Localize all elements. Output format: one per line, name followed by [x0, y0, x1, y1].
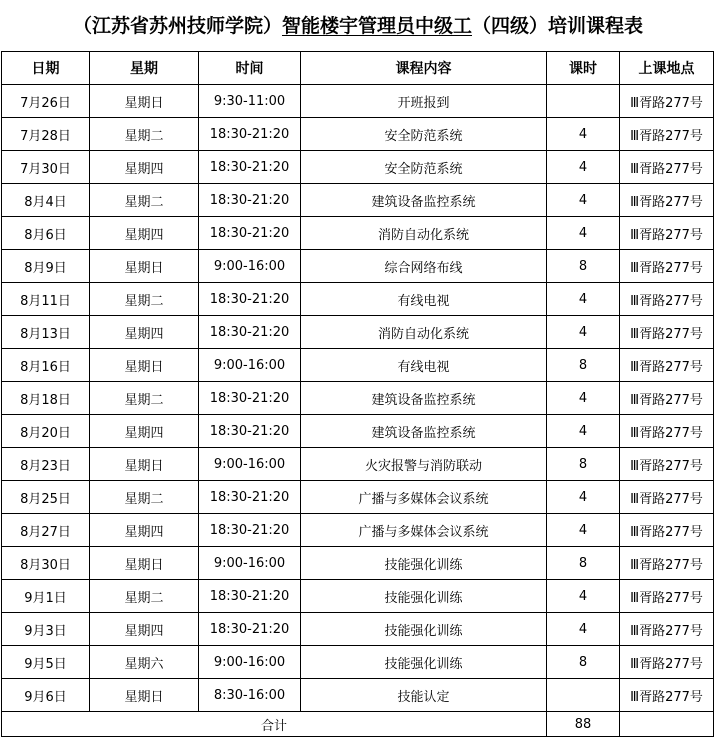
cell-hours: 4: [547, 613, 620, 646]
cell-course: 安全防范系统: [301, 151, 547, 184]
cell-time: 9:00-16:00: [199, 646, 301, 679]
cell-location: Ⅲ胥路277号: [620, 85, 714, 118]
cell-weekday: 星期二: [90, 184, 199, 217]
cell-weekday: 星期二: [90, 382, 199, 415]
cell-hours: 4: [547, 118, 620, 151]
cell-weekday: 星期四: [90, 415, 199, 448]
table-row: [2, 580, 714, 613]
cell-hours: 4: [547, 514, 620, 547]
cell-date: 9月1日: [2, 580, 90, 613]
cell-location: Ⅲ胥路277号: [620, 316, 714, 349]
cell-weekday: 星期六: [90, 646, 199, 679]
table-row: [2, 481, 714, 514]
table-row: [2, 448, 714, 481]
cell-location: Ⅲ胥路277号: [620, 283, 714, 316]
cell-course: 技能强化训练: [301, 580, 547, 613]
cell-hours: 8: [547, 448, 620, 481]
cell-weekday: 星期四: [90, 217, 199, 250]
cell-date: 8月16日: [2, 349, 90, 382]
cell-course: 建筑设备监控系统: [301, 184, 547, 217]
schedule-table: [1, 51, 714, 737]
cell-location: Ⅲ胥路277号: [620, 382, 714, 415]
cell-weekday: 星期日: [90, 547, 199, 580]
cell-hours: 8: [547, 547, 620, 580]
cell-time: 9:00-16:00: [199, 448, 301, 481]
cell-course: 火灾报警与消防联动: [301, 448, 547, 481]
title-suffix: （四级）培训课程表: [472, 15, 644, 37]
cell-hours: 4: [547, 316, 620, 349]
cell-time: 18:30-21:20: [199, 415, 301, 448]
cell-course: 有线电视: [301, 283, 547, 316]
cell-hours: 4: [547, 481, 620, 514]
cell-hours: [547, 679, 620, 712]
cell-hours: 8: [547, 250, 620, 283]
cell-location: Ⅲ胥路277号: [620, 580, 714, 613]
header-time: 时间: [199, 52, 301, 85]
document-title: [0, 8, 716, 44]
cell-date: 8月6日: [2, 217, 90, 250]
table-row: [2, 184, 714, 217]
cell-course: 消防自动化系统: [301, 316, 547, 349]
cell-course: 技能强化训练: [301, 613, 547, 646]
header-weekday: 星期: [90, 52, 199, 85]
table-row: [2, 118, 714, 151]
cell-date: 7月26日: [2, 85, 90, 118]
cell-hours: [547, 85, 620, 118]
cell-time: 18:30-21:20: [199, 283, 301, 316]
table-row: [2, 151, 714, 184]
cell-location: Ⅲ胥路277号: [620, 481, 714, 514]
table-row: [2, 415, 714, 448]
table-row: [2, 316, 714, 349]
cell-hours: 4: [547, 151, 620, 184]
cell-hours: 8: [547, 646, 620, 679]
cell-hours: 4: [547, 382, 620, 415]
cell-location: Ⅲ胥路277号: [620, 118, 714, 151]
header-location: 上课地点: [620, 52, 714, 85]
cell-weekday: 星期日: [90, 448, 199, 481]
cell-date: 8月25日: [2, 481, 90, 514]
cell-date: 8月23日: [2, 448, 90, 481]
header-hours: 课时: [547, 52, 620, 85]
cell-weekday: 星期日: [90, 85, 199, 118]
cell-time: 18:30-21:20: [199, 217, 301, 250]
table-row: [2, 349, 714, 382]
cell-course: 开班报到: [301, 85, 547, 118]
table-row: [2, 547, 714, 580]
cell-hours: 4: [547, 184, 620, 217]
cell-hours: 8: [547, 349, 620, 382]
cell-location: Ⅲ胥路277号: [620, 646, 714, 679]
cell-time: 18:30-21:20: [199, 382, 301, 415]
header-course-content: 课程内容: [301, 52, 547, 85]
cell-hours: 4: [547, 580, 620, 613]
cell-time: 9:30-11:00: [199, 85, 301, 118]
cell-date: 8月18日: [2, 382, 90, 415]
cell-date: 8月30日: [2, 547, 90, 580]
header-date: 日期: [2, 52, 90, 85]
cell-course: 综合网络布线: [301, 250, 547, 283]
table-row: [2, 646, 714, 679]
table-row: [2, 613, 714, 646]
cell-weekday: 星期二: [90, 481, 199, 514]
cell-time: 18:30-21:20: [199, 316, 301, 349]
table-row: [2, 250, 714, 283]
cell-weekday: 星期四: [90, 151, 199, 184]
cell-course: 建筑设备监控系统: [301, 415, 547, 448]
cell-location: Ⅲ胥路277号: [620, 514, 714, 547]
cell-location: Ⅲ胥路277号: [620, 349, 714, 382]
cell-time: 18:30-21:20: [199, 184, 301, 217]
table-row: [2, 85, 714, 118]
cell-date: 9月6日: [2, 679, 90, 712]
cell-date: 8月11日: [2, 283, 90, 316]
total-label: 合计: [2, 712, 547, 737]
cell-date: 7月28日: [2, 118, 90, 151]
cell-location: Ⅲ胥路277号: [620, 547, 714, 580]
table-row: [2, 679, 714, 712]
total-row: [2, 712, 714, 737]
total-hours: 88: [547, 712, 620, 737]
cell-course: 有线电视: [301, 349, 547, 382]
cell-time: 9:00-16:00: [199, 547, 301, 580]
cell-location: Ⅲ胥路277号: [620, 448, 714, 481]
cell-time: 18:30-21:20: [199, 481, 301, 514]
header-row: [2, 52, 714, 85]
cell-course: 建筑设备监控系统: [301, 382, 547, 415]
cell-weekday: 星期四: [90, 316, 199, 349]
cell-date: 8月13日: [2, 316, 90, 349]
cell-hours: 4: [547, 415, 620, 448]
cell-weekday: 星期二: [90, 118, 199, 151]
cell-course: 技能强化训练: [301, 547, 547, 580]
cell-date: 8月20日: [2, 415, 90, 448]
cell-course: 安全防范系统: [301, 118, 547, 151]
cell-time: 18:30-21:20: [199, 580, 301, 613]
cell-date: 9月3日: [2, 613, 90, 646]
cell-time: 9:00-16:00: [199, 250, 301, 283]
cell-hours: 4: [547, 217, 620, 250]
cell-time: 18:30-21:20: [199, 514, 301, 547]
cell-location: Ⅲ胥路277号: [620, 613, 714, 646]
cell-date: 8月4日: [2, 184, 90, 217]
cell-course: 广播与多媒体会议系统: [301, 514, 547, 547]
cell-weekday: 星期二: [90, 580, 199, 613]
cell-location: Ⅲ胥路277号: [620, 679, 714, 712]
cell-course: 广播与多媒体会议系统: [301, 481, 547, 514]
cell-time: 18:30-21:20: [199, 613, 301, 646]
cell-location: Ⅲ胥路277号: [620, 415, 714, 448]
cell-time: 9:00-16:00: [199, 349, 301, 382]
cell-weekday: 星期日: [90, 679, 199, 712]
cell-course: 技能认定: [301, 679, 547, 712]
cell-date: 8月9日: [2, 250, 90, 283]
table-row: [2, 382, 714, 415]
total-location: [620, 712, 714, 737]
cell-weekday: 星期四: [90, 613, 199, 646]
cell-weekday: 星期日: [90, 250, 199, 283]
cell-course: 消防自动化系统: [301, 217, 547, 250]
cell-location: Ⅲ胥路277号: [620, 250, 714, 283]
cell-weekday: 星期四: [90, 514, 199, 547]
cell-weekday: 星期二: [90, 283, 199, 316]
cell-location: Ⅲ胥路277号: [620, 151, 714, 184]
cell-hours: 4: [547, 283, 620, 316]
cell-location: Ⅲ胥路277号: [620, 217, 714, 250]
table-row: [2, 514, 714, 547]
title-prefix: （江苏省苏州技师学院）: [72, 15, 282, 37]
cell-time: 18:30-21:20: [199, 118, 301, 151]
table-row: [2, 283, 714, 316]
cell-weekday: 星期日: [90, 349, 199, 382]
cell-location: Ⅲ胥路277号: [620, 184, 714, 217]
cell-date: 7月30日: [2, 151, 90, 184]
table-row: [2, 217, 714, 250]
cell-time: 8:30-16:00: [199, 679, 301, 712]
title-underlined-course-name: 智能楼宇管理员中级工: [281, 15, 472, 37]
cell-date: 9月5日: [2, 646, 90, 679]
cell-time: 18:30-21:20: [199, 151, 301, 184]
cell-course: 技能强化训练: [301, 646, 547, 679]
cell-date: 8月27日: [2, 514, 90, 547]
